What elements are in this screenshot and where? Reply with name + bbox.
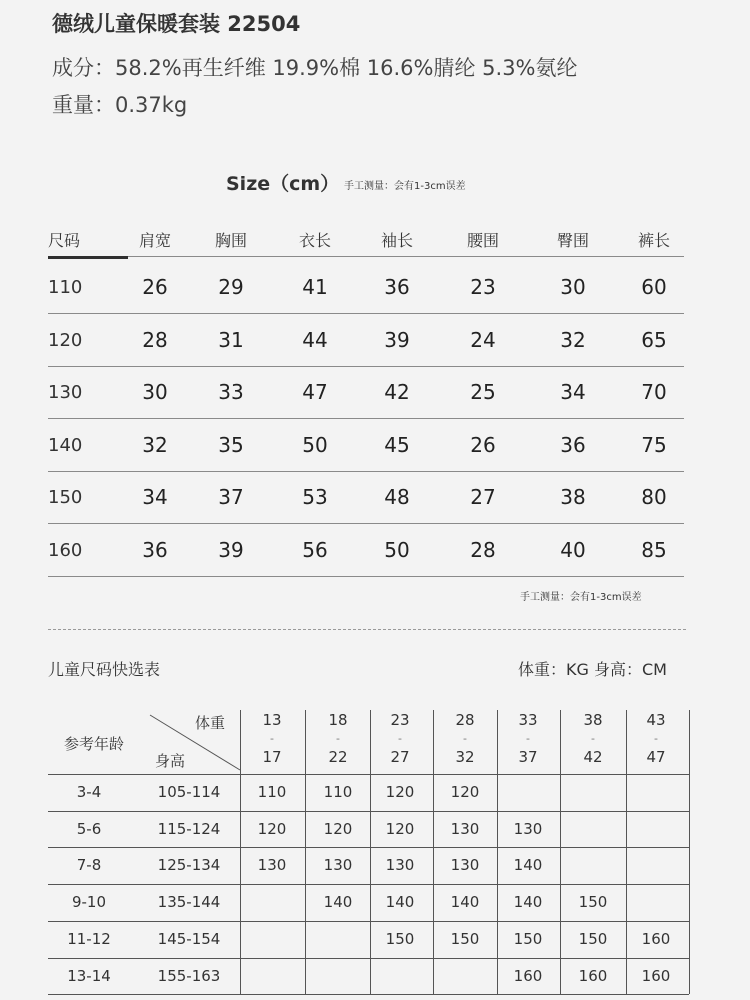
weight-range-dash: - <box>654 732 658 745</box>
height-cell: 105-114 <box>157 783 221 801</box>
size-recommendation-cell: 130 <box>450 819 480 838</box>
size-recommendation-cell: 160 <box>578 966 608 985</box>
size-recommendation-cell: 130 <box>257 856 287 875</box>
size-cell-sleeve: 36 <box>384 275 410 299</box>
size-recommendation-cell: 110 <box>257 783 287 801</box>
size-cell-shoulder: 32 <box>142 432 168 457</box>
size-cell-shoulder: 34 <box>142 485 168 509</box>
size-recommendation-cell: 130 <box>450 856 480 875</box>
size-recommendation-cell: 120 <box>257 819 287 838</box>
grid-vline <box>305 710 306 994</box>
age-cell: 3-4 <box>76 783 102 801</box>
size-cell-waist: 23 <box>470 275 496 299</box>
size-cell-sleeve: 42 <box>384 380 410 404</box>
age-cell: 13-14 <box>67 966 111 985</box>
size-cell-size: 160 <box>48 539 83 561</box>
size-recommendation-cell: 130 <box>513 819 543 838</box>
size-recommendation-cell: 140 <box>450 893 480 912</box>
grid-hline <box>48 811 689 812</box>
header-sleeve: 袖长 <box>380 231 413 250</box>
height-cell: 125-134 <box>157 856 221 875</box>
size-recommendation-cell: 140 <box>385 893 415 912</box>
size-recommendation-cell: 140 <box>323 893 353 912</box>
size-table-title: Size（cm） <box>226 173 340 195</box>
weight-range-bottom: 32 <box>455 748 475 766</box>
size-cell-size: 130 <box>48 382 83 403</box>
height-cell: 155-163 <box>157 966 221 985</box>
age-cell: 7-8 <box>76 856 102 875</box>
weight-range-bottom: 42 <box>583 748 603 766</box>
weight-range-top: 43 <box>646 711 666 729</box>
size-cell-length: 41 <box>302 275 328 299</box>
grid-vline <box>689 710 690 994</box>
size-cell-waist: 27 <box>470 485 496 509</box>
size-cell-hip: 34 <box>560 380 586 404</box>
weight-range-bottom: 17 <box>262 748 282 766</box>
size-recommendation-cell: 120 <box>323 819 353 838</box>
measurement-note-bottom: 手工测量：会有1-3cm误差 <box>520 592 642 603</box>
weight-range-top: 33 <box>518 711 538 729</box>
composition-text: 成分：58.2%再生纤维 19.9%棉 16.6%腈纶 5.3%氨纶 <box>52 56 578 80</box>
size-cell-chest: 31 <box>218 327 244 352</box>
grid-vline <box>370 710 371 994</box>
corner-age-label: 参考年龄 <box>63 735 124 753</box>
size-recommendation-cell: 150 <box>513 929 543 948</box>
grid-hline <box>48 884 689 885</box>
weight-range-dash: - <box>398 732 402 745</box>
size-cell-shoulder: 28 <box>142 327 168 352</box>
size-recommendation-cell: 130 <box>323 856 353 875</box>
grid-hline <box>48 847 689 848</box>
size-cell-size: 110 <box>48 277 83 298</box>
size-cell-sleeve: 48 <box>384 485 410 509</box>
size-recommendation-cell: 120 <box>385 819 415 838</box>
size-cell-chest: 35 <box>218 432 244 457</box>
size-cell-shoulder: 26 <box>142 275 168 299</box>
weight-range-bottom: 37 <box>518 748 538 766</box>
size-cell-size: 140 <box>48 434 83 456</box>
grid-hline <box>48 994 689 995</box>
grid-vline <box>497 710 498 994</box>
size-recommendation-cell: 150 <box>578 893 608 912</box>
size-cell-hip: 30 <box>560 275 586 299</box>
height-cell: 135-144 <box>157 893 221 912</box>
size-recommendation-cell: 160 <box>513 966 543 985</box>
size-cell-waist: 28 <box>470 537 496 562</box>
weight-range-dash: - <box>463 732 467 745</box>
weight-range-bottom: 22 <box>328 748 348 766</box>
size-cell-length: 56 <box>302 537 328 562</box>
size-recommendation-cell: 160 <box>641 966 671 985</box>
weight-range-bottom: 47 <box>646 748 666 766</box>
size-recommendation-cell: 150 <box>578 929 608 948</box>
header-pants-length: 裤长 <box>637 231 670 250</box>
grid-hline <box>48 921 689 922</box>
weight-range-dash: - <box>336 732 340 745</box>
size-cell-hip: 32 <box>560 327 586 352</box>
size-recommendation-cell: 120 <box>450 783 480 801</box>
size-cell-chest: 39 <box>218 537 244 562</box>
weight-range-top: 23 <box>390 711 410 729</box>
weight-range-dash: - <box>591 732 595 745</box>
corner-height-label: 身高 <box>154 752 185 770</box>
size-cell-waist: 25 <box>470 380 496 404</box>
grid-vline <box>433 710 434 994</box>
age-cell: 9-10 <box>71 893 107 912</box>
measurement-note: 手工测量：会有1-3cm误差 <box>344 181 466 192</box>
size-cell-shoulder: 30 <box>142 380 168 404</box>
corner-weight-label: 体重 <box>194 714 225 732</box>
product-title: 德绒儿童保暖套装 22504 <box>52 12 301 36</box>
weight-range-bottom: 27 <box>390 748 410 766</box>
header-waist: 腰围 <box>466 231 499 250</box>
weight-range-top: 28 <box>455 711 475 729</box>
size-cell-hip: 38 <box>560 485 586 509</box>
size-recommendation-cell: 140 <box>513 856 543 875</box>
weight-range-top: 18 <box>328 711 348 729</box>
size-cell-waist: 24 <box>470 327 496 352</box>
size-cell-pants-length: 65 <box>641 327 667 352</box>
size-cell-chest: 33 <box>218 380 244 404</box>
size-cell-size: 150 <box>48 487 83 508</box>
header-shoulder: 肩宽 <box>138 231 171 250</box>
size-cell-pants-length: 80 <box>641 485 667 509</box>
quick-chart-title: 儿童尺码快选表 <box>48 660 161 679</box>
size-recommendation-cell: 130 <box>385 856 415 875</box>
size-recommendation-cell: 160 <box>641 929 671 948</box>
header-hip: 臀围 <box>556 231 589 250</box>
weight-range-dash: - <box>526 732 530 745</box>
weight-range-top: 38 <box>583 711 603 729</box>
size-cell-sleeve: 45 <box>384 432 410 457</box>
size-recommendation-cell: 140 <box>513 893 543 912</box>
size-recommendation-cell: 150 <box>450 929 480 948</box>
weight-range-dash: - <box>270 732 274 745</box>
size-cell-sleeve: 39 <box>384 327 410 352</box>
size-recommendation-cell: 150 <box>385 929 415 948</box>
grid-vline <box>240 710 241 994</box>
size-cell-hip: 40 <box>560 537 586 562</box>
grid-hline <box>48 774 689 775</box>
size-cell-length: 50 <box>302 432 328 457</box>
size-recommendation-cell: 110 <box>323 783 353 801</box>
size-cell-length: 47 <box>302 380 328 404</box>
grid-vline <box>560 710 561 994</box>
size-cell-chest: 37 <box>218 485 244 509</box>
size-cell-sleeve: 50 <box>384 537 410 562</box>
size-cell-length: 53 <box>302 485 328 509</box>
size-cell-pants-length: 60 <box>641 275 667 299</box>
size-cell-chest: 29 <box>218 275 244 299</box>
grid-vline <box>626 710 627 994</box>
size-cell-waist: 26 <box>470 432 496 457</box>
header-chest: 胸围 <box>214 231 247 250</box>
quick-chart-units: 体重：KG 身高：CM <box>518 660 667 679</box>
age-cell: 5-6 <box>76 819 102 838</box>
grid-hline <box>48 958 689 959</box>
header-length: 衣长 <box>298 231 331 250</box>
size-cell-length: 44 <box>302 327 328 352</box>
weight-range-top: 13 <box>262 711 282 729</box>
age-cell: 11-12 <box>67 929 111 948</box>
header-size: 尺码 <box>48 231 81 250</box>
size-cell-size: 120 <box>48 329 83 351</box>
weight-text: 重量：0.37kg <box>52 93 188 117</box>
size-recommendation-cell: 120 <box>385 783 415 801</box>
size-cell-pants-length: 85 <box>641 537 667 562</box>
size-cell-shoulder: 36 <box>142 537 168 562</box>
height-cell: 145-154 <box>157 929 221 948</box>
size-cell-hip: 36 <box>560 432 586 457</box>
size-cell-pants-length: 75 <box>641 432 667 457</box>
size-cell-pants-length: 70 <box>641 380 667 404</box>
height-cell: 115-124 <box>157 819 221 838</box>
